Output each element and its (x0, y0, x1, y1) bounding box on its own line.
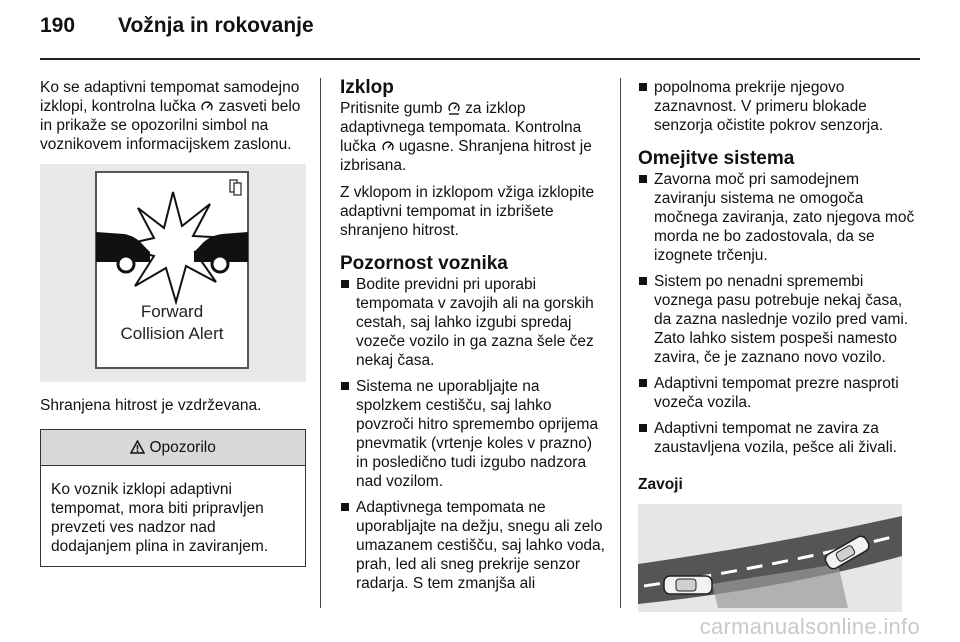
watermark: carmanualsonline.info (699, 614, 920, 639)
dashboard-display-illustration (40, 164, 306, 382)
text-fragment: za izklop adaptivnega tempomata. Kontrolna lučka (340, 100, 582, 155)
text-fragment: Ko se adaptivni tempomat samodejno izklopi, kontrolna lučka (40, 79, 300, 115)
page-number: 190 (40, 14, 76, 37)
forward-collision-alert-figure (40, 164, 306, 382)
heading-zavoji: Zavoji (638, 476, 683, 493)
column-divider (320, 78, 321, 608)
list-item: Sistem po nenadni spremembi voznega pasu potrebuje nekaj časa, da zazna naslednje vozilo pred vami. Zato lahko sistem pospeši namesto zavira, če je zaznano novo vozilo. (638, 272, 920, 367)
text-fragment: zasveti belo in prikaže se opozorilni simbol na voznikovem informacijskem zaslonu. (40, 98, 301, 153)
curve-road-illustration (638, 504, 902, 612)
figure-label-line1: Forward (140, 302, 204, 321)
list-item: Adaptivnega tempomata ne uporabljajte na dežju, snegu ali zelo umazanem cestišču, saj lahko voda, prah, led ali sneg prekrije senzor radarja. S tem zmanjša ali (340, 498, 606, 593)
column-1 (40, 78, 306, 567)
list-item: Sistema ne uporabljajte na spolzkem cestišču, saj lahko povzroči hitro spremembo oprijema pnevmatik (vrtenje koles v prazno) in posledično tudi izgubo nadzora nad vozilom. (340, 377, 606, 491)
heading-pozornost: Pozornost voznika (340, 253, 508, 274)
figure-label-line2: Collision Alert (120, 324, 224, 343)
warning-header (41, 430, 305, 466)
page-header (40, 14, 314, 38)
bullet-list-pozornost (340, 275, 606, 593)
heading-izklop: Izklop (340, 77, 394, 98)
column-3 (638, 78, 920, 612)
paragraph-speed-kept: Shranjena hitrost je vzdrževana. (40, 397, 262, 414)
header-rule (40, 58, 920, 60)
warning-title: Opozorilo (149, 439, 216, 456)
list-item: Bodite previdni pri uporabi tempomata v zavojih ali na gorskih cestah, saj lahko izgubi spredaj vozeče vozilo in ga zazna šele čez nekaj časa. (340, 275, 606, 370)
curve-road-figure (638, 504, 902, 612)
column-2 (340, 78, 606, 600)
list-item: Adaptivni tempomat prezre nasproti vozeča vozila. (638, 374, 920, 412)
text-fragment: ugasne. Shranjena hitrost je izbrisana. (340, 138, 592, 174)
heading-omejitve: Omejitve sistema (638, 148, 795, 169)
text-fragment: Pritisnite gumb (340, 100, 443, 117)
list-item-continued: popolnoma prekrije njegovo zaznavnost. V primeru blokade senzorja očistite pokrov senzorja. (638, 78, 920, 135)
list-item: Zavorna moč pri samodejnem zaviranju sistema ne omogoča močnega zaviranja, zato njegova moč morda ne bo zadostovala, da se izognete trčenju. (638, 170, 920, 265)
warning-text: Ko voznik izklopi adaptivni tempomat, mora biti pripravljen prevzeti ves nadzor nad dodajanjem plina in zaviranjem. (51, 481, 269, 555)
paragraph-izklop (340, 99, 606, 175)
cruise-control-icon (200, 100, 214, 113)
continued-list (638, 78, 920, 135)
warning-box (40, 429, 306, 567)
cruise-control-icon (381, 140, 395, 153)
list-item: Adaptivni tempomat ne zavira za zaustavljena vozila, pešce ali živali. (638, 419, 920, 457)
column-divider (620, 78, 621, 608)
paragraph-auto-off (40, 78, 306, 154)
page-title: Vožnja in rokovanje (118, 14, 314, 37)
own-car-icon (664, 576, 712, 594)
cancel-button-icon (447, 102, 461, 115)
warning-triangle-icon (130, 440, 145, 454)
paragraph-ignition: Z vklopom in izklopom vžiga izklopite adaptivni tempomat in izbrišete shranjeno hitrost. (340, 184, 595, 239)
bullet-list-omejitve (638, 170, 920, 457)
